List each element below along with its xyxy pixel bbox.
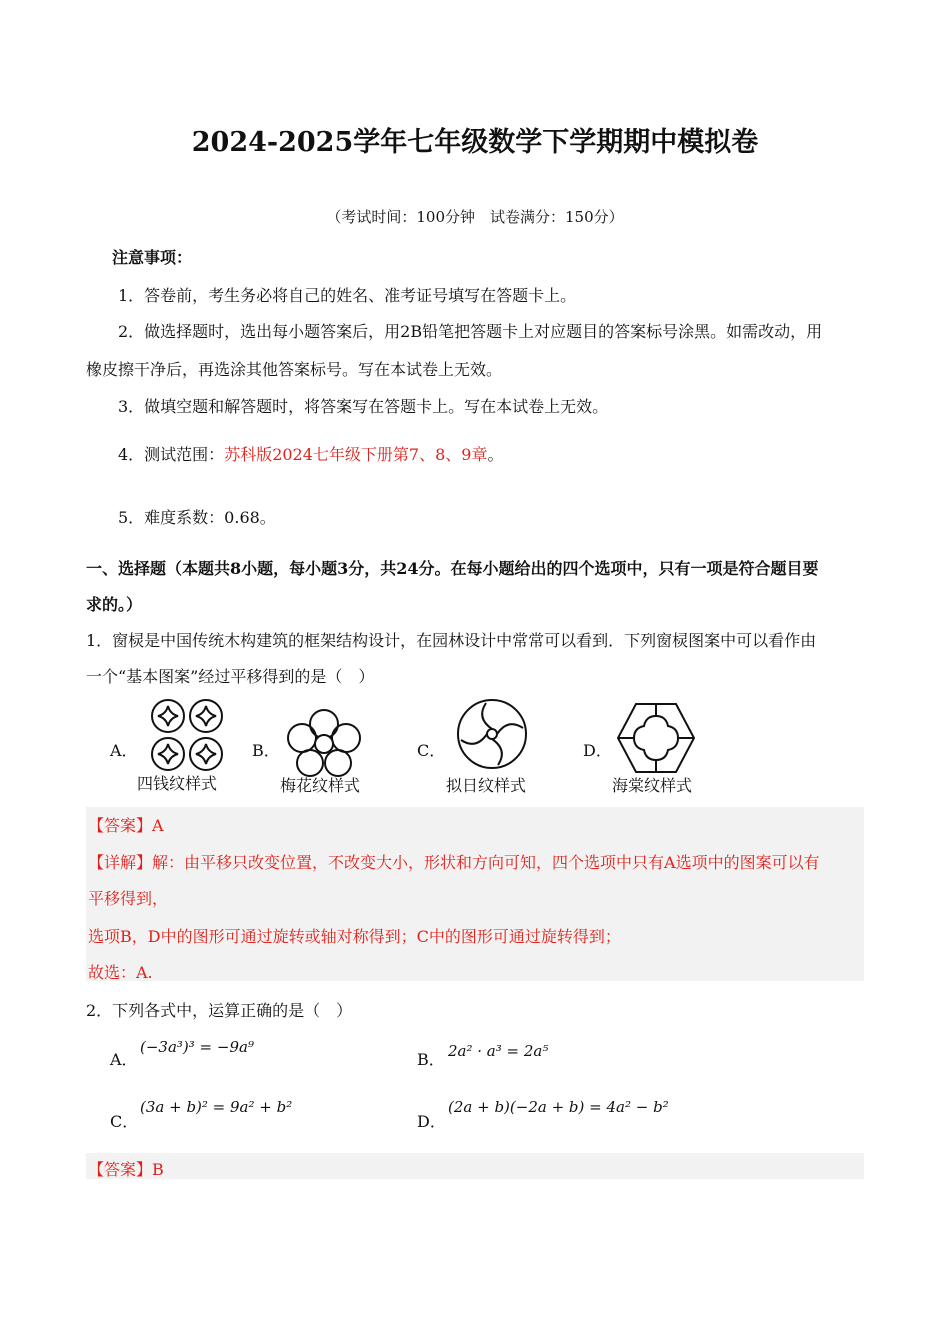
note-3: 3．做填空题和解答题时，将答案写在答题卡上。写在本试卷上无效。 — [118, 397, 609, 416]
q2-option-b-label: B． — [417, 1050, 445, 1069]
section-heading-line2: 求的。） — [86, 595, 143, 614]
page-title: 2024-2025学年七年级数学下学期期中模拟卷 — [191, 127, 759, 158]
q1-option-d-label: D． — [583, 741, 612, 760]
note-1: 1．答卷前，考生务必将自己的姓名、准考证号填写在答题卡上。 — [118, 286, 577, 305]
note-4-suffix: 。 — [487, 445, 504, 464]
q2-option-a-label: A． — [110, 1050, 138, 1069]
note-2-line2: 橡皮擦干净后，再选涂其他答案标号。写在本试卷上无效。 — [86, 360, 503, 379]
q2-answer-value: B — [152, 1160, 164, 1179]
q2-answer-label: 【答案】 — [88, 1160, 153, 1179]
q1-detail-line2: 平移得到， — [88, 889, 169, 908]
q1-answer-label: 【答案】 — [88, 816, 153, 835]
note-2-line1: 2．做选择题时，选出每小题答案后，用2B铅笔把答题卡上对应题目的答案标号涂黑。如需改动，用 — [118, 322, 823, 341]
q2-stem: 2．下列各式中，运算正确的是（ ） — [86, 1001, 353, 1020]
q2-answer — [88, 1157, 164, 1180]
q2-option-c-expr: (3a + b)² = 9a² + b² — [140, 1098, 293, 1116]
q2-option-d-expr: (2a + b)(−2a + b) = 4a² − b² — [448, 1098, 669, 1116]
section-heading-line1: 一、选择题（本题共8小题，每小题3分，共24分。在每小题给出的四个选项中，只有一项是符合题目要 — [86, 559, 819, 578]
q1-detail-label: 【详解】 — [88, 853, 153, 872]
q2-option-a-expr: (−3a³)³ = −9a⁹ — [140, 1038, 254, 1056]
note-4-prefix: 4．测试范围： — [118, 445, 225, 464]
q1-option-b-label: B． — [252, 741, 280, 760]
q1-answer-box — [86, 807, 864, 981]
test-range: 苏科版2024七年级下册第7、8、9章 — [224, 445, 488, 464]
sun-pattern-icon — [456, 698, 528, 770]
note-5: 5．难度系数：0.68。 — [118, 508, 276, 527]
q1-detail-line1 — [88, 850, 820, 873]
q2-option-d-label: D． — [417, 1112, 446, 1131]
q2-option-b-expr: 2a² · a³ = 2a⁵ — [448, 1042, 549, 1060]
plum-blossom-pattern-icon — [288, 708, 360, 776]
q1-stem-line2: 一个“基本图案”经过平移得到的是（ ） — [86, 667, 375, 686]
notes-heading: 注意事项： — [112, 248, 193, 267]
q1-answer — [88, 813, 164, 836]
four-coins-pattern-icon — [150, 698, 224, 772]
q2-answer-box — [86, 1153, 864, 1179]
q1-option-a-caption: 四钱纹样式 — [137, 774, 218, 793]
q1-option-c-caption: 拟日纹样式 — [446, 776, 527, 795]
q2-option-c-label: C． — [110, 1112, 139, 1131]
note-4 — [118, 442, 503, 465]
q1-answer-value: A — [152, 816, 164, 835]
q1-stem-line1: 1．窗棂是中国传统木构建筑的框架结构设计，在园林设计中常常可以看到．下列窗棂图案中可以看作由 — [86, 631, 817, 650]
q1-detail-line4: 故选：A. — [88, 963, 153, 982]
q1-detail-line3: 选项B，D中的图形可通过旋转或轴对称得到；C中的图形可通过旋转得到； — [88, 927, 621, 946]
q1-option-a-label: A． — [110, 741, 138, 760]
q1-option-b-caption: 梅花纹样式 — [280, 776, 361, 795]
q1-option-c-label: C． — [417, 741, 446, 760]
exam-info: （考试时间：100分钟 试卷满分：150分） — [326, 208, 624, 226]
q1-detail-text1: 解：由平移只改变位置，不改变大小，形状和方向可知，四个选项中只有A选项中的图案可以有 — [152, 853, 820, 872]
q1-option-d-caption: 海棠纹样式 — [612, 776, 693, 795]
begonia-pattern-icon — [616, 702, 696, 774]
